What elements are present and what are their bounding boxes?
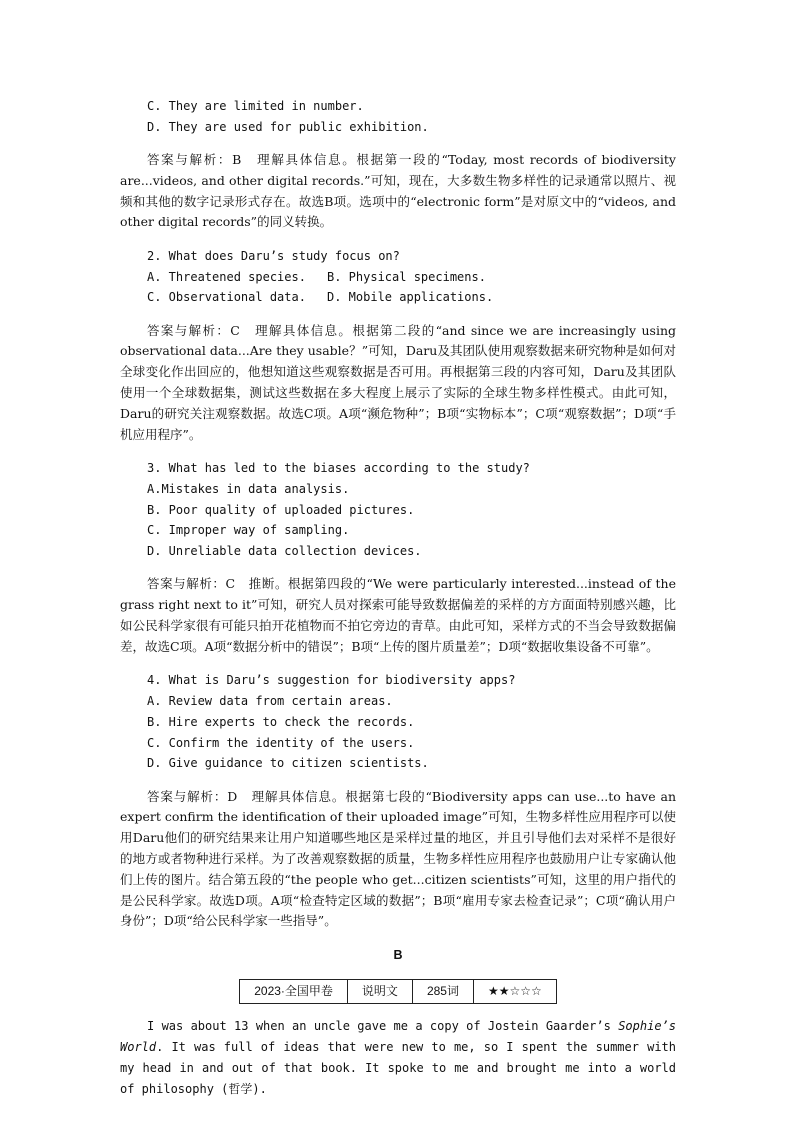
q4-analysis: 答案与解析：D 理解具体信息。根据第七段的“Biodiversity apps can use...to have an expert confirm the identification of their uploaded image”可知，生物多样性应用程序可以使用Daru他们的研究结果来让用户知道哪些地区是采样过量的地区，并且引导他们去对采样不是很好的地方或者物种进行采样。为了改善观察数据的质量，生物多样性应用程序也鼓励用户让专家确认他们上传的图片。结合第五段的“the people who get...citizen scientists”可知，这里的用户指代的是公民科学家。故选D项。A项“检查特定区域的数据”；B项“雇用专家去检查记录”；C项“确认用户身份”；D项“给公民科学家一些指导”。 — [120, 788, 676, 929]
section-b-title: B — [393, 947, 403, 962]
passage-info-table — [239, 979, 557, 1004]
passage-source: 2023·全国甲卷 — [240, 980, 348, 1004]
q4-option-d: D. Give guidance to citizen scientists. — [147, 756, 429, 771]
q4-option-c: C. Confirm the identity of the users. — [147, 735, 415, 750]
q4-option-b: B. Hire experts to check the records. — [147, 714, 415, 729]
book-title: Sophie’s World — [120, 1019, 676, 1055]
q1-option-d: D. They are used for public exhibition. — [147, 119, 429, 134]
q2-options-row-2 — [120, 287, 676, 308]
q2-option-d: D. Mobile applications. — [327, 290, 494, 305]
q3-option-d: D. Unreliable data collection devices. — [147, 544, 422, 559]
passage-genre: 说明文 — [347, 980, 412, 1004]
q2-analysis: 答案与解析：C 理解具体信息。根据第二段的“and since we are increasingly using observational data...Are they usable？”可知，Daru及其团队使用观察数据来研究物种是如何对全球变化作出回应的，他想知道这些观察数据是否可用。再根据第三段的内容可知，Daru及其团队使用一个全球数据集，测试这些数据在多大程度上展示了实际的全球生物多样性模式。由此可知，Daru的研究关注观察数据。故选C项。A项“濒危物种”；B项“实物标本”；C项“观察数据”；D项“手机应用程序”。 — [120, 322, 676, 442]
q1-option-c: C. They are limited in number. — [147, 99, 364, 113]
q2-option-a: A. Threatened species. — [147, 269, 306, 284]
q2-options-row-1 — [120, 267, 676, 288]
q3-option-b: B. Poor quality of uploaded pictures. — [147, 502, 415, 517]
q2-option-c: C. Observational data. — [147, 290, 306, 305]
q4-question: 4. What is Daru’s suggestion for biodiversity apps? — [147, 673, 516, 688]
passage-text-start: I was about 13 when an uncle gave me a copy of Jostein Gaarder’s — [147, 1019, 619, 1034]
q3-option-c: C. Improper way of sampling. — [147, 523, 350, 538]
q1-analysis: 答案与解析：B 理解具体信息。根据第一段的“Today, most records of biodiversity are...videos, and other digital records.”可知，现在，大多数生物多样性的记录通常以照片、视频和其他的数字记录形式存在。故选B项。选项中的“electronic form”是对原文中的“videos, and other digital records”的同义转换。 — [120, 152, 676, 230]
passage-word-count: 285词 — [412, 980, 473, 1004]
passage-text-rest: . It was full of ideas that were new to me, so I spent the summer with my head in and out of that book. It spoke to me and brought me into a world of philosophy (哲学). — [120, 1040, 676, 1096]
passage-paragraph-1 — [120, 1016, 676, 1099]
document-body — [120, 96, 676, 1111]
q4-option-a: A. Review data from certain areas. — [147, 693, 393, 708]
q3-question: 3. What has led to the biases according to the study? — [147, 460, 530, 475]
passage-difficulty-stars: ★★☆☆☆ — [473, 980, 556, 1004]
q3-option-a: A.Mistakes in data analysis. — [147, 481, 350, 496]
q3-analysis: 答案与解析：C 推断。根据第四段的“We were particularly interested...instead of the grass right next to it”可知，研究人员对探索可能导致数据偏差的采样的方方面面特别感兴趣，比如公民科学家很有可能只拍开花植物而不拍它旁边的青草。由此可知，采样方式的不当会导致数据偏差，故选C项。A项“数据分析中的错误”；B项“上传的图片质量差”；D项“数据收集设备不可靠”。 — [120, 576, 676, 654]
q2-question: 2. What does Daru’s study focus on? — [147, 248, 400, 263]
q2-option-b: B. Physical specimens. — [327, 269, 486, 284]
